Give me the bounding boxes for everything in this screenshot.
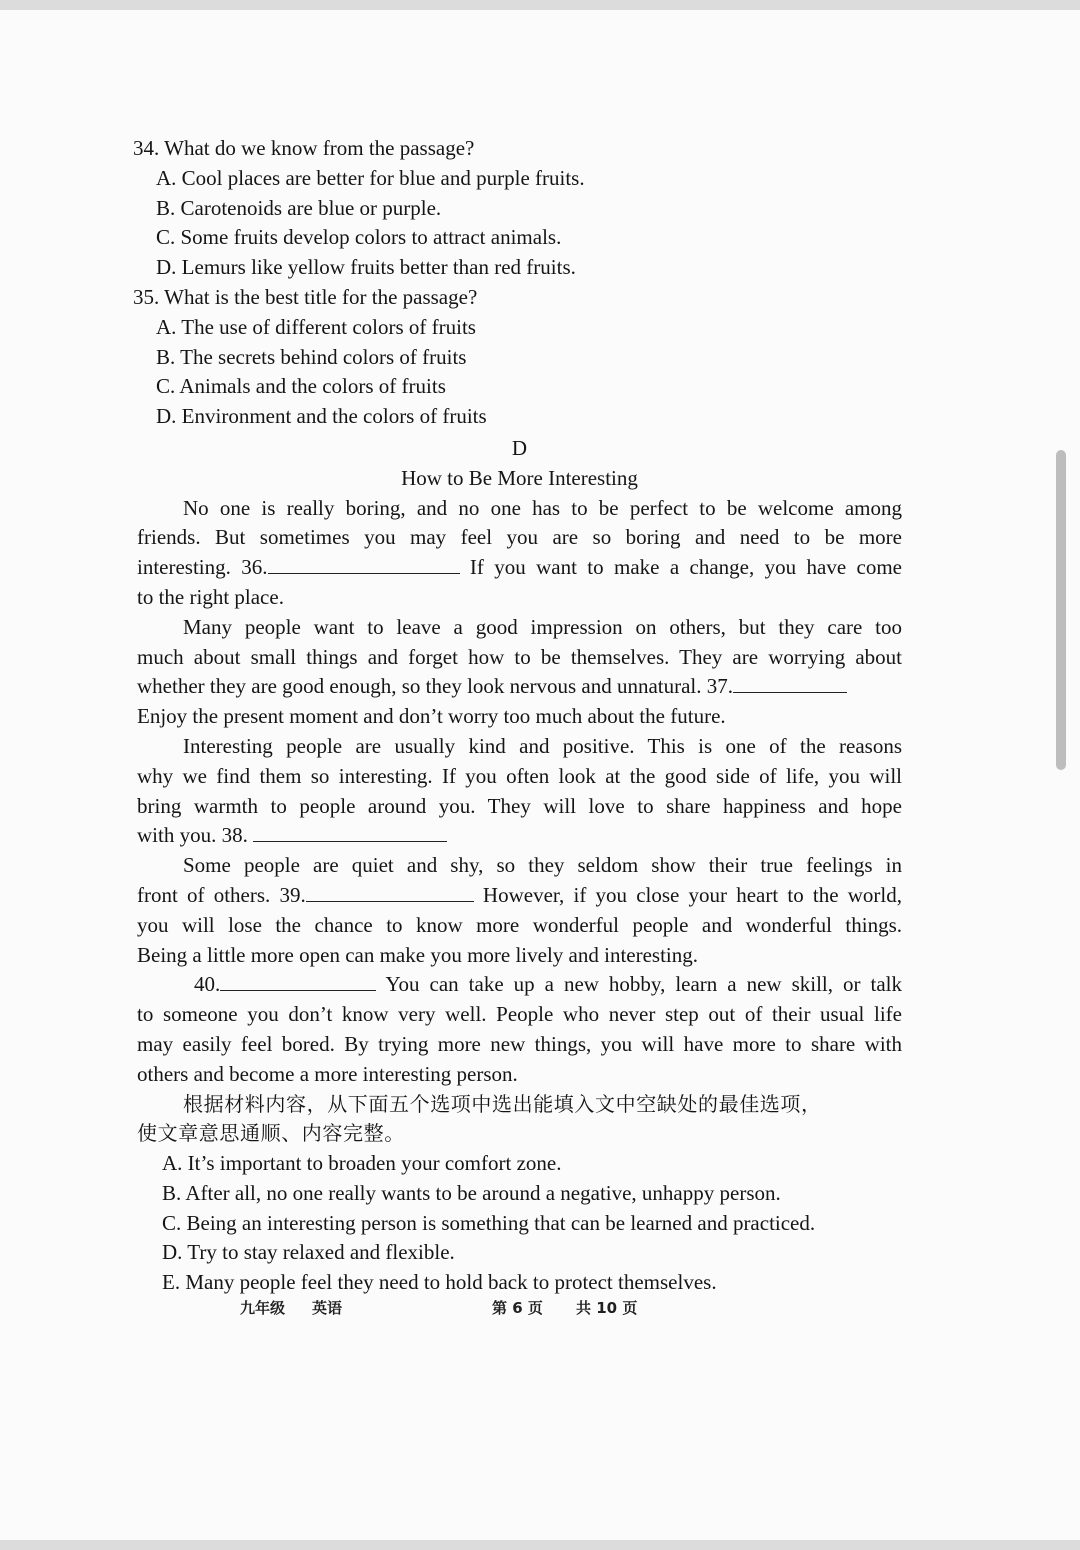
passage-line: to someone you don’t know very well. People who never step out of their usual life: [137, 1002, 902, 1027]
passage-text: 40.: [194, 972, 221, 997]
footer-total-pages: 共 10 页: [576, 1299, 638, 1317]
passage-line: to the right place.: [137, 584, 284, 609]
question-35: [133, 283, 902, 432]
passage-line: [137, 672, 902, 702]
passage-line: you will lose the chance to know more wonderful people and wonderful things.: [137, 912, 902, 937]
choice-a: A. It’s important to broaden your comfort zone.: [162, 1151, 562, 1176]
blank-39[interactable]: [306, 883, 474, 902]
footer-subject: 英语: [312, 1299, 343, 1317]
passage-line: friends. But sometimes you may feel you are so boring and need to be more: [137, 525, 902, 550]
section-letter: D: [511, 435, 528, 460]
passage-text: However, if you close your heart to the world,: [482, 882, 902, 907]
choice-e: E. Many people feel they need to hold back to protect themselves.: [162, 1270, 717, 1295]
option-a: A. The use of different colors of fruits: [156, 314, 476, 339]
paragraph-5: [137, 970, 902, 1089]
instruction-line: 根据材料内容，从下面五个选项中选出能填入文中空缺处的最佳选项，: [183, 1091, 822, 1116]
passage-line: why we find them so interesting. If you often look at the good side of life, you will: [137, 763, 902, 788]
passage-text: front of others. 39.: [137, 882, 306, 907]
passage-text: with you. 38.: [137, 823, 248, 848]
question-stem: 35. What is the best title for the passage?: [133, 284, 478, 309]
paragraph-2: [137, 613, 902, 732]
blank-37[interactable]: [733, 674, 847, 693]
option-a: A. Cool places are better for blue and purple fruits.: [156, 165, 585, 190]
footer-grade: 九年级: [240, 1299, 286, 1317]
blank-40[interactable]: [220, 972, 376, 991]
passage-line: Enjoy the present moment and don’t worry too much about the future.: [137, 704, 726, 729]
choice-list: [137, 1149, 902, 1298]
blank-38[interactable]: [253, 823, 447, 842]
vertical-scrollbar[interactable]: [1056, 450, 1066, 770]
passage-text: If you want to make a change, you have come: [469, 555, 902, 580]
passage-line: [137, 970, 902, 1000]
passage-line: Interesting people are usually kind and positive. This is one of the reasons: [183, 733, 902, 758]
passage-text: interesting. 36.: [137, 555, 268, 580]
paragraph-3: [137, 732, 902, 851]
passage-line: [137, 821, 902, 851]
blank-36[interactable]: [268, 555, 460, 574]
passage-text: whether they are good enough, so they look nervous and unnatural. 37.: [137, 674, 734, 699]
passage-line: [137, 553, 902, 583]
passage-line: Being a little more open can make you more lively and interesting.: [137, 942, 699, 967]
passage-line: bring warmth to people around you. They will love to share happiness and hope: [137, 793, 902, 818]
option-c: C. Animals and the colors of fruits: [156, 374, 446, 399]
question-34: [133, 134, 902, 283]
page-content: [133, 134, 902, 1298]
question-stem: 34. What do we know from the passage?: [133, 136, 475, 160]
footer-page-number: 第 6 页: [492, 1299, 543, 1317]
option-b: B. Carotenoids are blue or purple.: [156, 195, 442, 220]
passage-line: Many people want to leave a good impression on others, but they care too: [183, 614, 902, 639]
option-c: C. Some fruits develop colors to attract animals.: [156, 225, 562, 250]
choice-b: B. After all, no one really wants to be around a negative, unhappy person.: [162, 1180, 781, 1205]
passage-line: may easily feel bored. By trying more new things, you will have more to share with: [137, 1031, 902, 1056]
option-d: D. Lemurs like yellow fruits better than red fruits.: [156, 255, 576, 280]
exam-page: [0, 10, 1080, 1540]
instruction: [137, 1090, 902, 1150]
instruction-line: 使文章意思通顺、内容完整。: [137, 1121, 405, 1146]
passage-line: [137, 881, 902, 911]
passage-title: How to Be More Interesting: [401, 465, 638, 490]
passage-text: You can take up a new hobby, learn a new skill, or talk: [385, 972, 902, 997]
passage-line: much about small things and forget how to be themselves. They are worrying about: [137, 644, 902, 669]
passage-line: others and become a more interesting person.: [137, 1061, 518, 1086]
option-d: D. Environment and the colors of fruits: [156, 404, 487, 429]
passage-line: No one is really boring, and no one has to be perfect to be welcome among: [183, 495, 902, 520]
choice-d: D. Try to stay relaxed and flexible.: [162, 1240, 455, 1265]
paragraph-4: [137, 851, 902, 970]
choice-c: C. Being an interesting person is something that can be learned and practiced.: [162, 1210, 816, 1235]
option-b: B. The secrets behind colors of fruits: [156, 344, 467, 369]
paragraph-1: [137, 494, 902, 613]
passage-line: Some people are quiet and shy, so they seldom show their true feelings in: [183, 853, 902, 878]
